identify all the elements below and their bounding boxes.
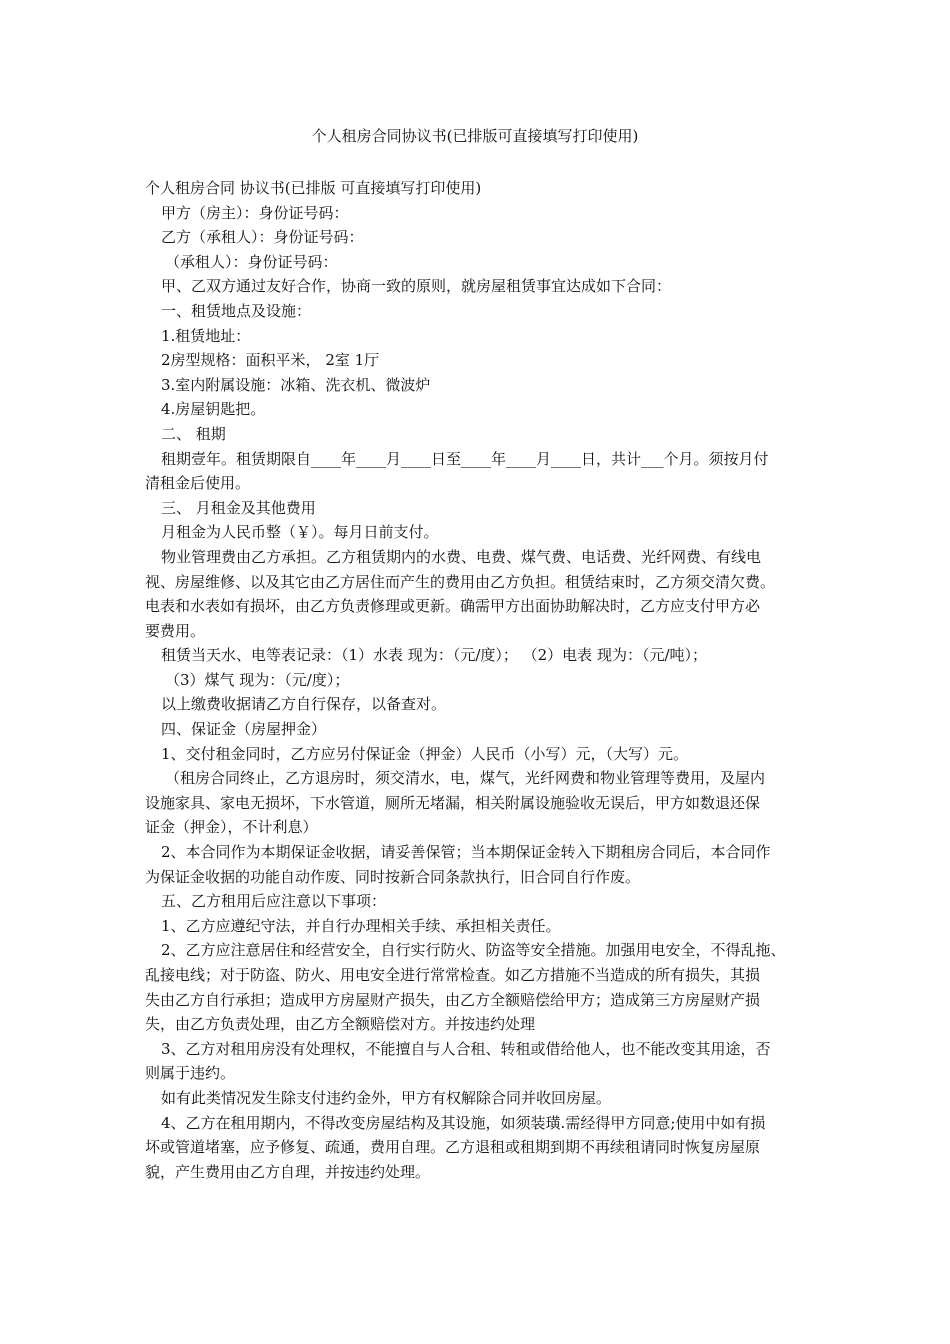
tenant-line: （承租人）：身份证号码： [165,252,338,271]
paragraph-line: 视、房屋维修、以及其它由乙方居住而产生的费用由乙方负担。租赁结束时，乙方须交清欠费。 [145,572,776,591]
document-body [145,176,825,1184]
paragraph-line: 电表和水表如有损坏，由乙方负责修理或更新。确需甲方出面协助解决时，乙方应支付甲方必 [145,597,761,616]
paragraph-line: 2、乙方应注意居住和经营安全，自行实行防火、防盗等安全措施。加强用电安全，不得乱拖、 [161,941,786,960]
paragraph-line: 2、本合同作为本期保证金收据，请妥善保管；当本期保证金转入下期租房合同后，本合同作 [161,843,771,862]
paragraph-line: 清租金后使用。 [145,474,251,493]
paragraph-line: 1、乙方应遵纪守法，并自行办理相关手续、承担相关责任。 [161,916,561,935]
paragraph-line: 失，由乙方负责处理，由乙方全额赔偿对方。并按违约处理 [145,1015,536,1034]
paragraph-line: 设施家具、家电无损坏，下水管道，厕所无堵漏，相关附属设施验收无误后，甲方如数退还保 [145,793,761,812]
paragraph-line: 要费用。 [145,621,206,640]
paragraph-line: 坏或管道堵塞，应予修复、疏通，费用自理。乙方退租或租期到期不再续租请同时恢复房屋原 [145,1138,761,1157]
clause-line: 1.租赁地址： [161,326,251,345]
clause-line: 4.房屋钥匙把。 [161,400,266,419]
paragraph-line: 4、乙方在租用期内，不得改变房屋结构及其设施，如须装璜.需经得甲方同意;使用中如有损 [161,1113,766,1132]
paragraph-line: 乱接电线；对于防盗、防火、用电安全进行常常检查。如乙方措施不当造成的所有损失，其损 [145,966,761,984]
paragraph-line: 貌，产生费用由乙方自理，并按违约处理。 [145,1162,431,1181]
paragraph-line: 则属于违约。 [145,1064,236,1083]
party-a-line: 甲方（房主）：身份证号码： [161,203,349,222]
paragraph-line: 为保证金收据的功能自动作废、同时按新合同条款执行，旧合同自行作废。 [145,867,641,886]
party-b-line: 乙方（承租人）：身份证号码： [161,228,364,247]
section-heading: 二、 租期 [161,424,226,443]
paragraph-line: （3）煤气 现为：（元/度）； [165,670,350,689]
paragraph-line: 物业管理费由乙方承担。乙方租赁期内的水费、电费、煤气费、电话费、光纤网费、有线电 [161,547,762,566]
paragraph-line: 租赁当天水、电等表记录：（1）水表 现为：（元/度）； （2）电表 现为：（元/吨）； [161,646,708,665]
section-heading: 四、保证金（房屋押金） [161,720,327,739]
paragraph-line: 租期壹年。租赁期限自____年____月____日至____年____月____日，共计___个月。须按月付 [161,449,769,468]
paragraph-line: 1、交付租金同时，乙方应另付保证金（押金）人民币（小写）元，（大写）元。 [161,744,689,763]
paragraph-line: 月租金为人民币整（￥）。每月日前支付。 [161,523,439,542]
clause-line: 3.室内附属设施：冰箱、洗衣机、微波炉 [161,375,431,394]
paragraph-line: 如有此类情况发生除支付违约金外，甲方有权解除合同并收回房屋。 [161,1088,612,1107]
preamble-line: 甲、乙双方通过友好合作，协商一致的原则，就房屋租赁事宜达成如下合同： [161,277,672,296]
paragraph-line: 证金（押金），不计利息） [145,818,318,837]
document-title: 个人租房合同协议书(已排版可直接填写打印使用) [311,127,639,145]
clause-line: 2房型规格：面积平米， 2室 1厅 [161,351,380,370]
section-heading: 五、乙方租用后应注意以下事项： [161,892,387,911]
paragraph-line: 以上缴费收据请乙方自行保存，以备查对。 [161,695,447,714]
section-heading: 一、租赁地点及设施： [161,301,312,320]
section-heading: 三、 月租金及其他费用 [161,498,316,517]
paragraph-line: 3、乙方对租用房没有处理权，不能擅自与人合租、转租或借给他人，也不能改变其用途，否 [161,1039,771,1058]
paragraph-line: 失由乙方自行承担；造成甲方房屋财产损失，由乙方全额赔偿给甲方；造成第三方房屋财产损 [145,990,761,1009]
subtitle-line: 个人租房合同 协议书(已排版 可直接填写打印使用) [145,179,482,197]
paragraph-line: （租房合同终止，乙方退房时，须交清水，电，煤气，光纤网费和物业管理等费用，及屋内 [165,769,766,788]
